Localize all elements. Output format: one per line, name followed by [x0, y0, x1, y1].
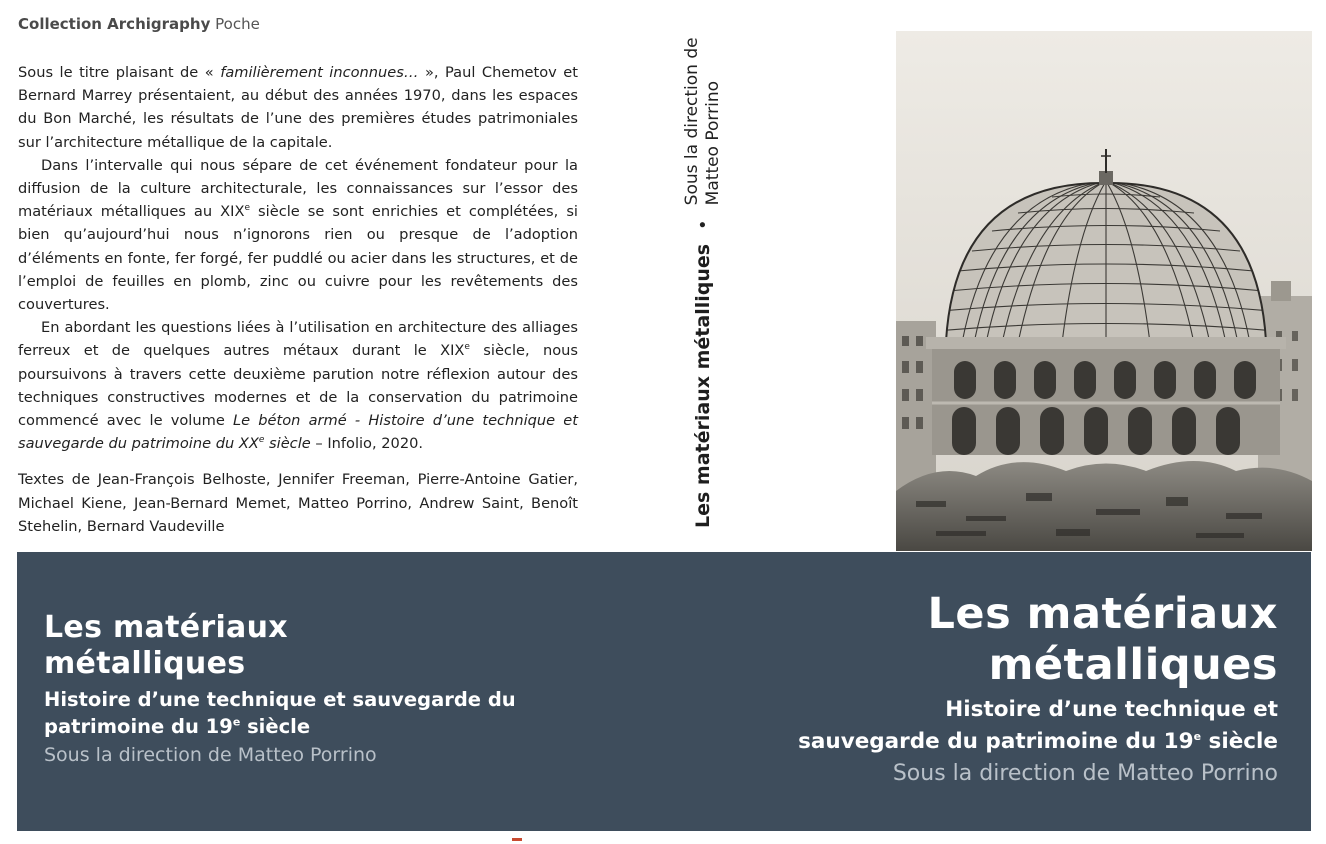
back-subtitle [44, 686, 564, 740]
spine-direction-line1: Sous la direction de [682, 37, 702, 206]
authors-list: Textes de Jean-François Belhoste, Jennifer Freeman, Pierre-Antoine Gatier, Michael Kiene, Jean-Bernard Memet, Matteo Porrino, Andrew Saint, Benoît Stehelin, Bernard Vaudeville [18, 471, 578, 535]
front-subtitle-line1: Histoire d’une technique et [945, 697, 1278, 722]
blurb-italic: siècle [264, 435, 311, 453]
back-title-line1: Les matériaux [44, 610, 288, 645]
blurb-text: En abordant les questions liées à l’utilisation en architecture des alliages ferreux et de quelques autres métaux durant le XIX [18, 319, 578, 360]
back-subtitle-line1: Histoire d’une technique et sauvegarde du [44, 688, 516, 711]
spine-title: Les matériaux métalliques [692, 243, 714, 528]
blurb-text: – Infolio, 2020. [310, 435, 424, 453]
cover-photo [896, 31, 1312, 551]
blurb-text: siècle, nous poursuivons à travers cette deuxième parution notre réflexion autour des techniques constructives modernes et de la conservation du patrimoine commencé avec le volume [18, 342, 578, 430]
blurb-sup: e [258, 435, 265, 446]
front-subtitle-sup: e [1193, 729, 1202, 743]
blurb-paragraph-3 [18, 316, 578, 455]
dome-construction-illustration [896, 31, 1312, 551]
front-subtitle-line2: sauvegarde du patrimoine du 19 [798, 729, 1194, 754]
front-subtitle-line2-end: siècle [1201, 729, 1278, 754]
back-subtitle-line2: patrimoine du 19 [44, 715, 233, 738]
back-title [44, 610, 564, 682]
back-direction: Sous la direction de Matteo Porrino [44, 744, 377, 766]
front-direction: Sous la direction de Matteo Porrino [892, 761, 1278, 786]
blurb-italic: familièrement inconnues… [220, 64, 419, 81]
front-title-line1: Les matériaux [927, 589, 1278, 639]
collection-series: Poche [215, 15, 260, 33]
blurb-sup: e [464, 342, 470, 353]
spine-bullet: • [692, 219, 714, 230]
blurb-paragraph-2 [18, 154, 578, 316]
blurb-text: Sous le titre plaisant de « [18, 64, 221, 81]
title-banner [17, 552, 1311, 831]
blurb-italic: Le béton armé - Histoire d’une technique et sauvegarde du patrimoine du XX [18, 412, 578, 453]
back-subtitle-line2-end: siècle [240, 715, 311, 738]
back-subtitle-sup: e [232, 715, 241, 729]
spine-direction-line2: Matteo Porrino [703, 81, 723, 206]
back-title-block [44, 610, 564, 768]
front-subtitle [718, 694, 1278, 758]
blurb-text: Dans l’intervalle qui nous sépare de cet événement fondateur pour la diffusion de la culture architecturale, les connaissances sur l’essor des matériaux métalliques au XIX [18, 156, 578, 221]
blurb-text: », Paul Chemetov et Bernard Marrey présentaient, au début des années 1970, dans les espaces du Bon Marché, les résultats de l’une des premières études patrimoniales sur l’architecture métallique de la capitale. [18, 64, 578, 151]
blurb-text: siècle se sont enrichies et complétées, si bien qu’aujourd’hui nous n’ignorons rien ou presque de l’adoption d’éléments en fonte, fer forgé, fer puddlé ou acier dans les structures, et de l’emploi de feuilles en plomb, zinc ou cuivre pour les revêtements des couvertures. [18, 203, 578, 314]
blurb-paragraph-1 [18, 61, 578, 154]
blurb-sup: e [244, 203, 251, 214]
collection-label [18, 15, 260, 33]
back-title-line2: métalliques [44, 646, 246, 681]
trim-mark [512, 838, 522, 841]
front-title [718, 589, 1278, 691]
collection-name: Collection Archigraphy [18, 15, 211, 33]
spine [677, 8, 729, 528]
front-title-block [718, 589, 1278, 789]
front-title-line2: métalliques [988, 640, 1278, 690]
back-cover-blurb [18, 61, 578, 538]
spine-direction [682, 37, 724, 205]
